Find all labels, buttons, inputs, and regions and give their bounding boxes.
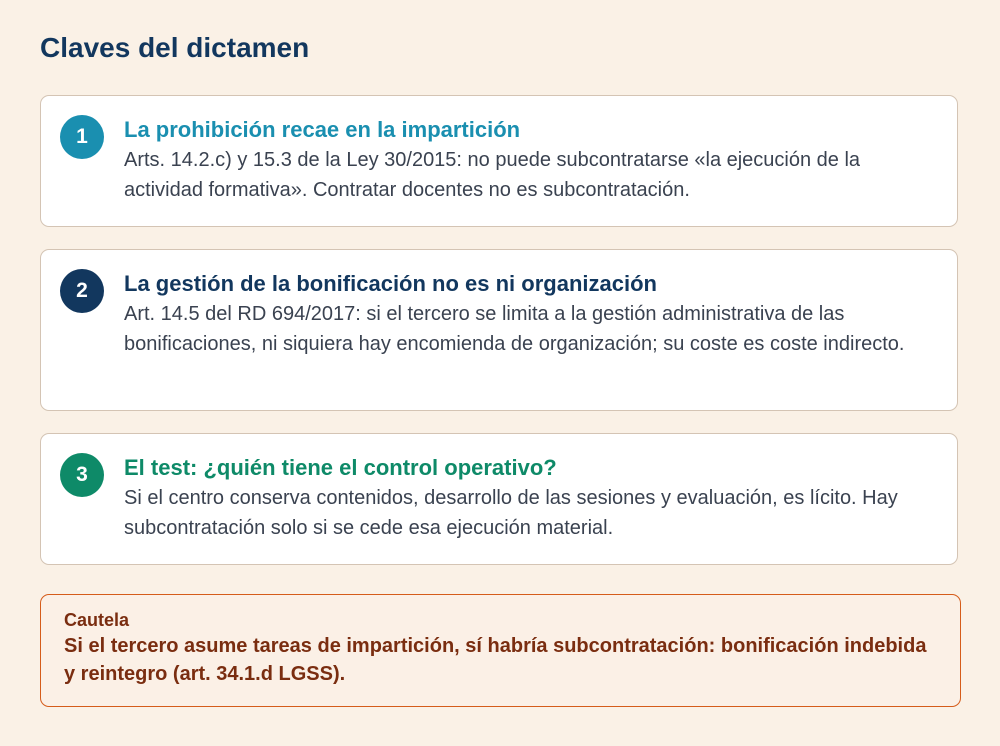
- clave-text-2: [124, 269, 937, 359]
- number-badge-1: 1: [60, 115, 104, 159]
- clave-card-3: [40, 433, 958, 565]
- clave-text-1: [124, 115, 937, 205]
- clave-body-2: Art. 14.5 del RD 694/2017: si el tercero se limita a la gestión administrativa de las bonificaciones, ni siquiera hay encomienda de organización; su coste es coste indirecto.: [124, 303, 905, 355]
- clave-body-1: Arts. 14.2.c) y 15.3 de la Ley 30/2015: no puede subcontratarse «la ejecución de la actividad formativa». Contratar docentes no es subcontratación.: [124, 149, 861, 201]
- cautela-text: Si el tercero asume tareas de impartición, sí habría subcontratación: bonificación indebida y reintegro (art. 34.1.d LGSS).: [64, 635, 927, 685]
- number-badge-2: 2: [60, 269, 104, 313]
- cautela-box: [40, 594, 961, 707]
- clave-card-2: [40, 249, 958, 411]
- clave-title-2: La gestión de la bonificación no es ni organización: [124, 271, 657, 296]
- clave-text-3: [124, 453, 937, 543]
- clave-title-1: La prohibición recae en la impartición: [124, 117, 521, 142]
- cautela-label: Cautela: [64, 610, 130, 630]
- page-title: Claves del dictamen: [40, 32, 310, 63]
- number-badge-3: 3: [60, 453, 104, 497]
- clave-card-1: [40, 95, 958, 227]
- clave-title-3: El test: ¿quién tiene el control operativo?: [124, 455, 557, 480]
- clave-body-3: Si el centro conserva contenidos, desarrollo de las sesiones y evaluación, es lícito. Hay subcontratación solo si se cede esa ejecución material.: [124, 487, 898, 539]
